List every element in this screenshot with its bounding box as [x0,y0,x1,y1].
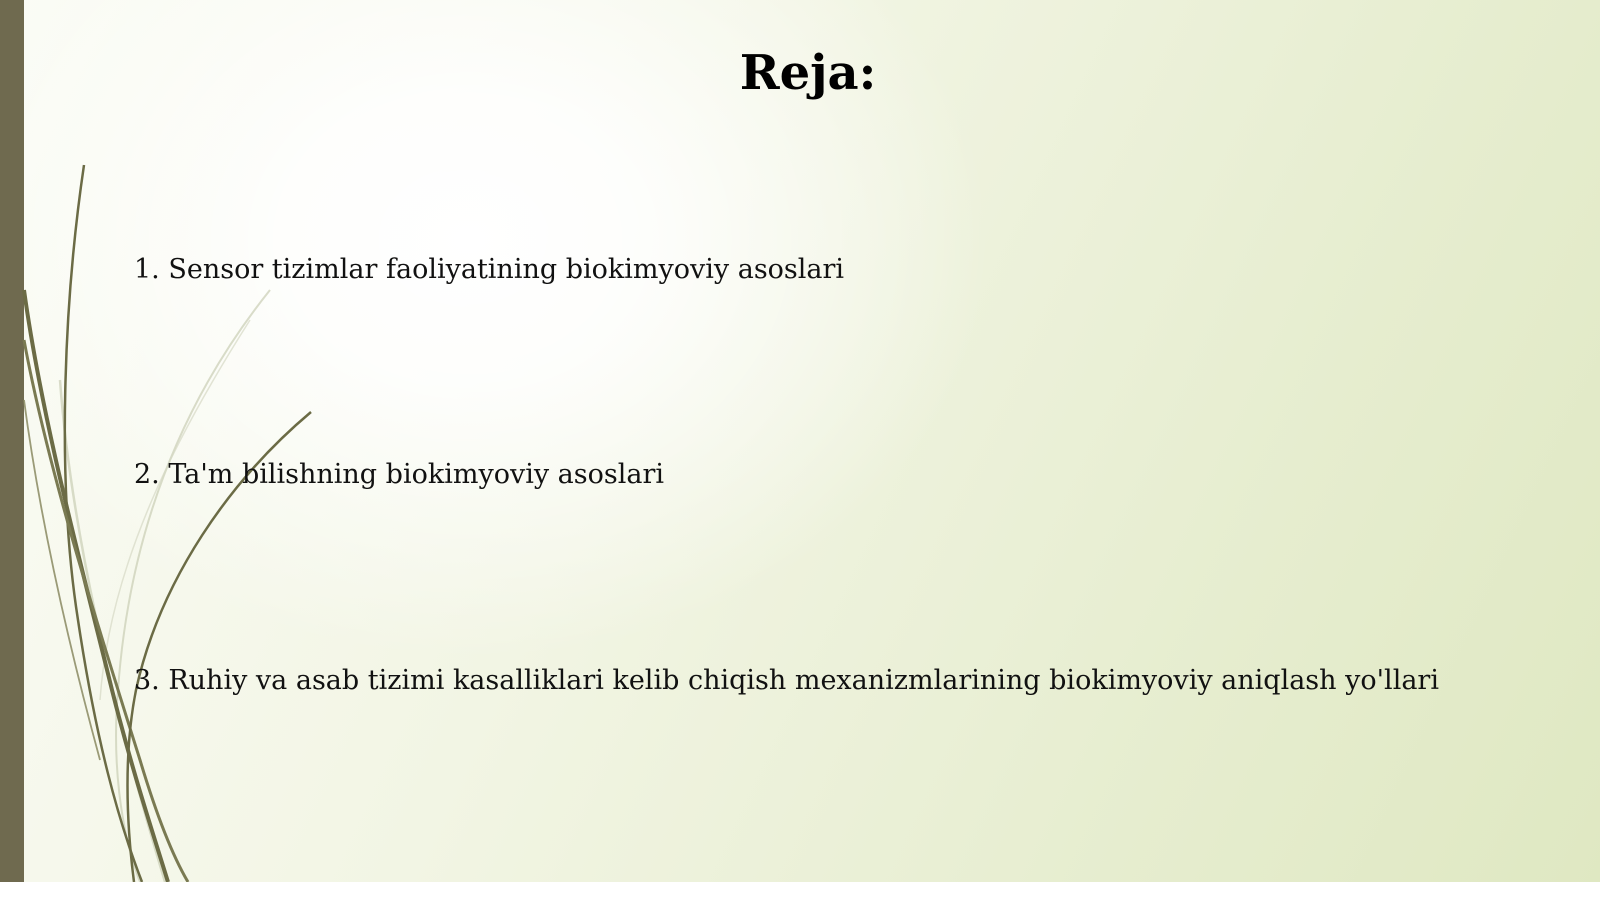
accent-bar [0,0,24,882]
plan-item: 1. Sensor tizimlar faoliyatining biokimyoviy asoslari [134,254,845,285]
plan-item: 2. Ta'm bilishning biokimyoviy asoslari [134,459,665,490]
grass-stems-icon [0,0,400,882]
plan-item: 3. Ruhiy va asab tizimi kasalliklari kelib chiqish mexanizmlarining biokimyoviy aniqlash yo'llari [134,665,1439,696]
bottom-margin [0,882,1600,899]
slide-title: Reja: [739,45,877,101]
